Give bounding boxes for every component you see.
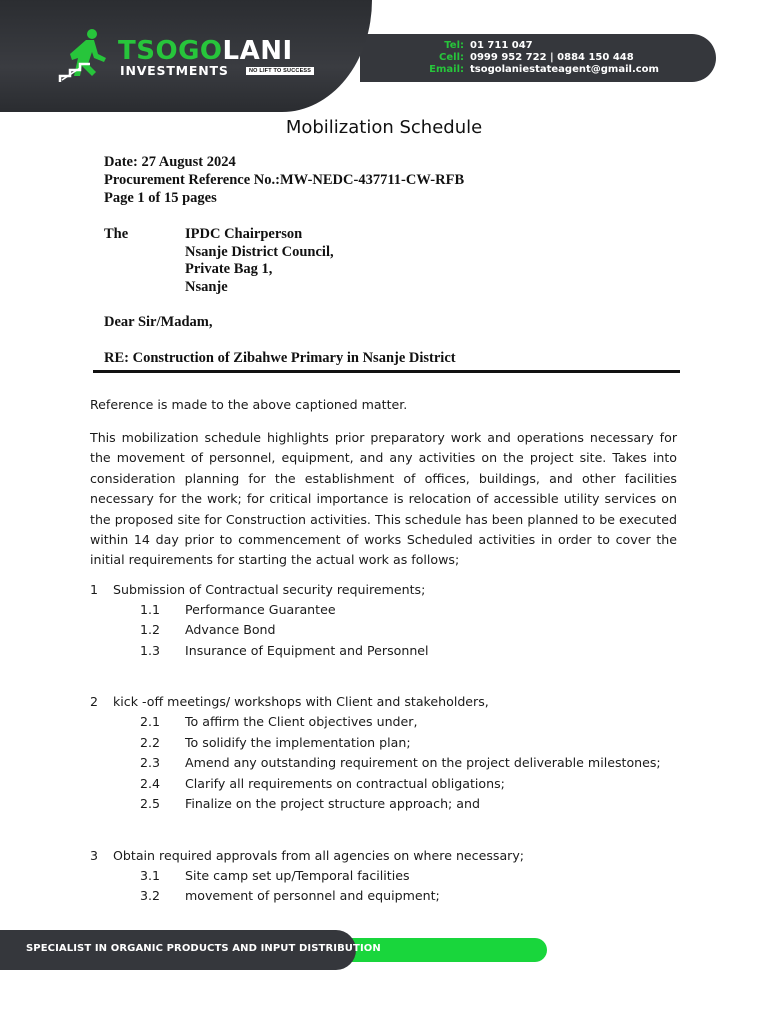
paragraph-line: for the work; for critical importance is relocation of accessible utility services on the proposed [90,491,677,527]
item-text: Finalize on the project structure approach; and [185,796,480,811]
item-text: Amend any outstanding requirement on the project deliverable milestones; [185,755,661,770]
section-title: Submission of Contractual security requirements; [113,582,426,597]
intro-paragraph: Reference is made to the above captioned matter. [90,397,408,412]
document-title: Mobilization Schedule [285,117,483,138]
item-number: 3.1 [140,868,161,883]
paragraph-line: site for Construction activities. This schedule has been planned to be executed within 14 day [90,511,677,548]
section-number: 1 [90,582,99,597]
logo-tagline: NO LIFT TO SUCCESS [246,67,314,75]
item-text: Insurance of Equipment and Personnel [185,643,429,658]
contact-cell [412,52,634,63]
salutation: Dear Sir/Madam, [104,314,213,330]
paragraph-line: This mobilization schedule highlights prior preparatory work and operations necessary for the [90,430,677,466]
item-number: 1.1 [140,602,161,617]
contact-tel [412,40,533,51]
item-text: Site camp set up/Temporal facilities [185,868,410,883]
contact-label: Tel: [444,40,464,51]
section-title: Obtain required approvals from all agencies on where necessary; [113,848,525,863]
item-text: Advance Bond [185,622,276,637]
document-meta [104,153,464,207]
description-paragraph [90,428,677,571]
item-text: To solidify the implementation plan; [185,735,411,750]
contact-email [412,64,659,75]
address-line: Nsanje [185,278,228,295]
item-text: To affirm the Client objectives under, [185,714,418,729]
item-number: 2.5 [140,796,161,811]
section-number: 3 [90,848,99,863]
subject-line: RE: Construction of Zibahwe Primary in Nsanje District [104,350,456,366]
climbing-person-icon [58,28,112,84]
item-text: Clarify all requirements on contractual obligations; [185,776,505,791]
contact-label: Cell: [439,52,464,63]
letterhead [0,0,768,112]
address-line: IPDC Chairperson [185,226,303,242]
paragraph-line: prior to commencement of works Scheduled activities in order to cover the initial requirements [90,532,677,568]
date-line: Date: 27 August 2024 [104,154,236,170]
address-block [185,226,334,296]
footer-slogan: SPECIALIST IN ORGANIC PRODUCTS AND INPUT DISTRIBUTION [26,943,381,954]
section-title: kick -off meetings/ workshops with Client and stakeholders, [113,694,489,709]
paragraph-line: movement of personnel, equipment, and any activities on the project site. Takes into [116,450,677,466]
paragraph-line: consideration planning for the establishment of offices, buildings, and other facilities necessary [90,470,677,507]
item-number: 2.2 [140,735,161,750]
item-number: 1.2 [140,622,161,637]
logo-word-1: TSOGO [118,36,223,66]
page-info: Page 1 of 15 pages [104,190,217,206]
item-number: 2.3 [140,755,161,770]
contact-value: tsogolaniestateagent@gmail.com [470,64,659,75]
contact-value: 0999 952 722 | 0884 150 448 [470,52,634,63]
item-number: 3.2 [140,888,161,903]
logo-subtitle: INVESTMENTS [120,63,229,78]
paragraph-line: for starting the actual work as follows; [216,552,460,568]
section-number: 2 [90,694,99,709]
item-number: 2.4 [140,776,161,791]
contact-label: Email: [429,64,464,75]
addressee-label: The [104,226,129,242]
item-number: 1.3 [140,643,161,658]
logo-wordmark [118,36,293,66]
contact-value: 01 711 047 [470,40,533,51]
item-text: Performance Guarantee [185,602,336,617]
procurement-reference: Procurement Reference No.:MW-NEDC-437711-CW-RFB [104,172,465,188]
divider [93,370,680,373]
address-line: Nsanje District Council, [185,243,334,260]
address-line: Private Bag 1, [185,261,273,277]
item-number: 2.1 [140,714,161,729]
item-text: movement of personnel and equipment; [185,888,440,903]
logo-word-2: LANI [222,36,293,66]
